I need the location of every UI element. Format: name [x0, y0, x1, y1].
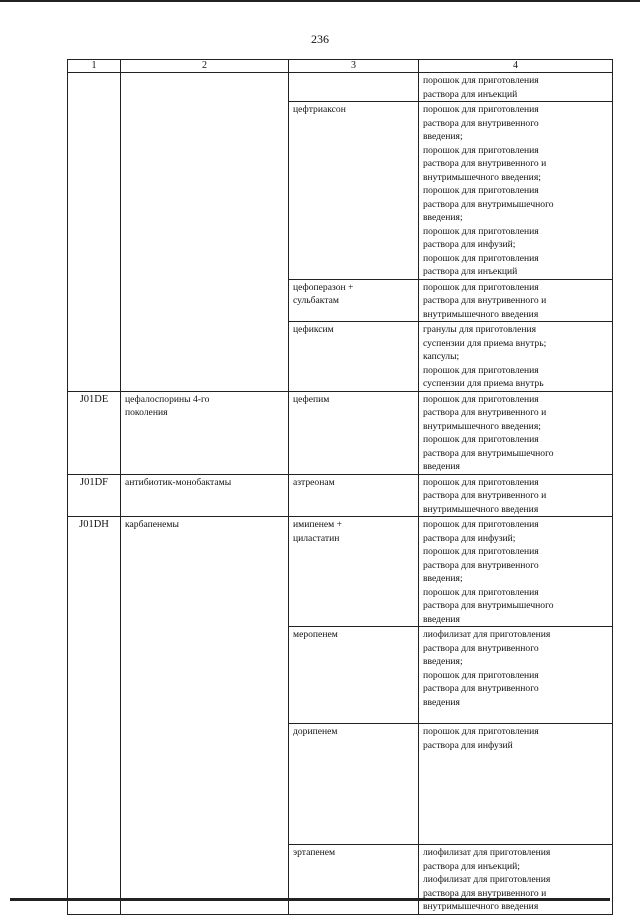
table-row	[68, 391, 613, 474]
dosage-form-line: раствора для инфузий;	[423, 532, 516, 544]
drug-name-cell	[289, 517, 419, 627]
dosage-form-line: порошок для приготовления	[423, 144, 539, 156]
group-name-cell	[121, 517, 289, 915]
dosage-forms-cell	[419, 391, 613, 474]
group-name-cell	[121, 391, 289, 474]
dosage-forms-cell	[419, 517, 613, 627]
dosage-form-line: внутримышечного введения	[423, 901, 539, 912]
drug-name-line: сульбактам	[293, 295, 339, 306]
atc-code-cell: J01DF	[68, 474, 121, 517]
group-name-line: поколения	[125, 407, 168, 418]
dosage-form-line: порошок для приготовления	[423, 434, 539, 445]
drug-name-cell	[289, 627, 419, 724]
dosage-form-line: раствора для инфузий;	[423, 239, 516, 250]
dosage-form-line: введения;	[423, 656, 463, 667]
header-col-1: 1	[68, 60, 121, 73]
drug-name-line: цефепим	[293, 393, 330, 405]
table-row	[68, 474, 613, 517]
dosage-form-line: раствора для внутривенного и	[423, 295, 547, 306]
drug-name-cell	[289, 73, 419, 102]
scan-artifact-top	[0, 0, 640, 2]
dosage-form-line: порошок для приготовления	[423, 75, 539, 86]
header-col-3: 3	[289, 60, 419, 73]
dosage-form-line: введения	[423, 461, 460, 472]
page-number: 236	[311, 32, 329, 46]
group-name-line: антибиотик-монобактамы	[125, 476, 232, 488]
dosage-forms-cell	[419, 845, 613, 915]
dosage-form-line: капсулы;	[423, 351, 460, 362]
group-name-cell	[121, 73, 289, 392]
drug-name-line: меропенем	[293, 629, 338, 640]
dosage-form-line: суспензии для приема внутрь	[423, 378, 544, 389]
group-name-line: карбапенемы	[125, 519, 179, 530]
dosage-form-line: раствора для внутримышечного	[423, 600, 554, 611]
drug-name-line: имипенем +	[293, 519, 343, 530]
dosage-form-line: введения;	[423, 212, 463, 223]
drug-name-line: циластатин	[293, 532, 340, 544]
drug-name-line: азтреонам	[293, 476, 335, 488]
drug-name-line: цефоперазон +	[293, 281, 354, 293]
dosage-form-line: раствора для внутривенного	[423, 642, 539, 654]
dosage-form-line: гранулы для приготовления	[423, 324, 537, 335]
dosage-form-line: внутримышечного введения;	[423, 171, 541, 183]
dosage-forms-cell	[419, 102, 613, 280]
dosage-form-line: суспензии для приема внутрь;	[423, 337, 547, 349]
dosage-form-line: внутримышечного введения	[423, 308, 539, 320]
dosage-form-line: порошок для приготовления	[423, 476, 539, 488]
dosage-form-line: раствора для внутривенного и	[423, 490, 547, 501]
dosage-form-line: раствора для внутривенного и	[423, 407, 547, 418]
drug-name-cell	[289, 279, 419, 322]
dosage-form-line: раствора для внутривенного и	[423, 887, 547, 899]
drug-table	[67, 59, 613, 915]
dosage-form-line: лиофилизат для приготовления	[423, 847, 551, 858]
drug-name-cell	[289, 724, 419, 845]
dosage-form-line: раствора для инъекций;	[423, 860, 520, 872]
dosage-form-line: порошок для приготовления	[423, 726, 539, 737]
table-row	[68, 73, 613, 102]
dosage-form-line: порошок для приготовления	[423, 519, 539, 530]
dosage-form-line: порошок для приготовления	[423, 393, 539, 405]
dosage-form-line: раствора для инъекций	[423, 88, 518, 100]
atc-code-cell: J01DH	[68, 517, 121, 915]
dosage-form-line: порошок для приготовления	[423, 364, 539, 376]
drug-name-line: эртапенем	[293, 847, 336, 858]
dosage-form-line: порошок для приготовления	[423, 586, 539, 598]
header-col-2: 2	[121, 60, 289, 73]
dosage-form-line: раствора для инъекций	[423, 266, 518, 277]
dosage-form-line: раствора для инфузий	[423, 739, 513, 751]
dosage-form-line: внутримышечного введения	[423, 503, 539, 515]
dosage-forms-cell	[419, 279, 613, 322]
dosage-form-line: раствора для внутривенного	[423, 683, 539, 694]
table-row	[68, 517, 613, 627]
table-body	[68, 73, 613, 915]
dosage-form-line: введения;	[423, 573, 463, 584]
drug-name-cell	[289, 322, 419, 392]
header-row	[68, 60, 613, 73]
dosage-form-line: внутримышечного введения;	[423, 420, 541, 432]
dosage-form-line: порошок для приготовления	[423, 669, 539, 681]
drug-name-cell	[289, 102, 419, 280]
dosage-form-line: порошок для приготовления	[423, 546, 539, 557]
code-cell	[68, 73, 121, 392]
dosage-form-line: раствора для внутривенного	[423, 559, 539, 571]
dosage-form-line: раствора для внутримышечного	[423, 447, 554, 459]
dosage-form-line: лиофилизат для приготовления	[423, 629, 551, 640]
dosage-form-line: порошок для приготовления	[423, 252, 539, 264]
dosage-form-line: раствора для внутривенного и	[423, 158, 547, 169]
dosage-form-line: порошок для приготовления	[423, 225, 539, 237]
drug-name-cell	[289, 845, 419, 915]
dosage-forms-cell	[419, 474, 613, 517]
dosage-form-line: раствора для внутривенного	[423, 117, 539, 129]
dosage-form-line: порошок для приготовления	[423, 185, 539, 196]
dosage-forms-cell	[419, 322, 613, 392]
dosage-form-line: введения	[423, 696, 460, 708]
group-name-cell	[121, 474, 289, 517]
drug-name-cell	[289, 391, 419, 474]
drug-name-line: дорипенем	[293, 726, 338, 737]
dosage-form-line: введения	[423, 613, 460, 625]
dosage-form-line: порошок для приготовления	[423, 281, 539, 293]
dosage-form-line: порошок для приготовления	[423, 104, 539, 115]
header-col-4: 4	[419, 60, 613, 73]
dosage-form-line: лиофилизат для приготовления	[423, 874, 551, 885]
dosage-form-line: введения;	[423, 131, 463, 142]
drug-name-line: цефтриаксон	[293, 104, 346, 115]
dosage-forms-cell	[419, 724, 613, 845]
group-name-line: цефалоспорины 4-го	[125, 393, 210, 405]
dosage-form-line: раствора для внутримышечного	[423, 198, 554, 210]
atc-code-cell: J01DE	[68, 391, 121, 474]
dosage-forms-cell	[419, 627, 613, 724]
drug-name-line: цефиксим	[293, 324, 334, 335]
dosage-forms-cell	[419, 73, 613, 102]
drug-name-cell	[289, 474, 419, 517]
